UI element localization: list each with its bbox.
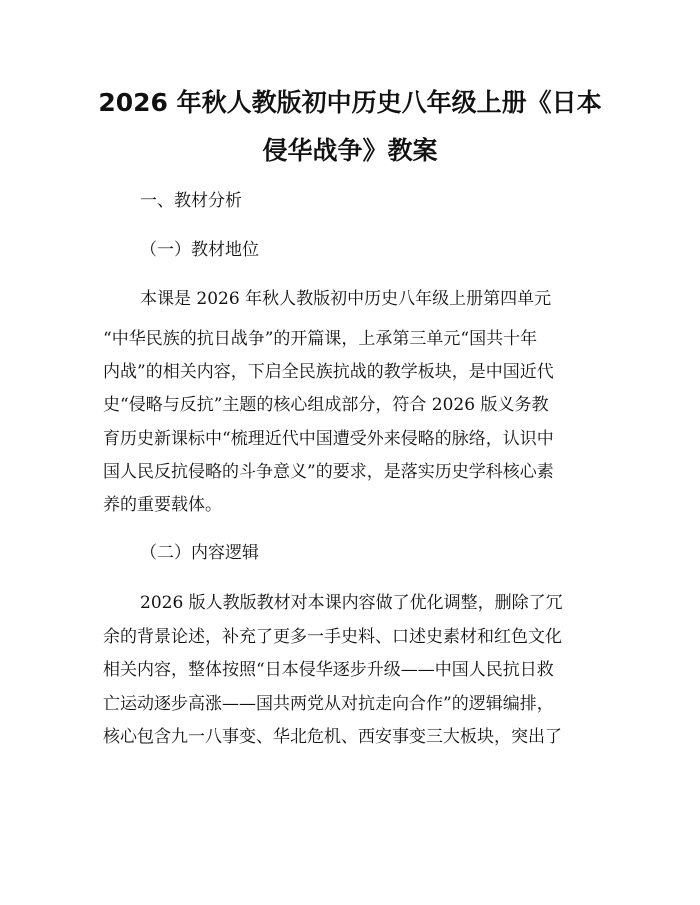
paragraph-line: 相关内容，整体按照“日本侵华逐步升级——中国人民抗日救	[103, 660, 554, 680]
paragraph-line: 亡运动逐步高涨——国共两党从对抗走向合作”的逻辑编排，	[103, 694, 554, 714]
paragraph-line: 核心包含九一八事变、华北危机、西安事变三大板块，突出了	[103, 727, 562, 747]
section-heading-teaching-material-analysis: 一、教材分析	[140, 191, 242, 211]
paragraph-line: 史“侵略与反抗”主题的核心组成部分，符合 2026 版义务教	[103, 395, 549, 415]
paragraph-content-logic	[103, 593, 603, 793]
paragraph-material-position	[103, 289, 603, 529]
paragraph-line: 2026 版人教版教材对本课内容做了优化调整，删除了冗	[140, 593, 563, 613]
document-title-line-1: 2026 年秋人教版初中历史八年级上册《日本	[98, 88, 602, 117]
paragraph-line: “中华民族的抗日战争”的开篇课，上承第三单元“国共十年	[103, 329, 538, 349]
document-title-line-2: 侵华战争》教案	[262, 136, 438, 165]
paragraph-line: 育历史新课标中“梳理近代中国遭受外来侵略的脉络，认识中	[103, 429, 554, 449]
paragraph-line: 国人民反抗侵略的斗争意义”的要求，是落实历史学科核心素	[103, 462, 554, 482]
paragraph-line: 内战”的相关内容，下启全民族抗战的教学板块，是中国近代	[103, 362, 554, 382]
paragraph-line: 余的背景论述，补充了更多一手史料、口述史素材和红色文化	[103, 627, 562, 647]
paragraph-line: 本课是 2026 年秋人教版初中历史八年级上册第四单元	[140, 289, 552, 309]
subsection-heading-content-logic: （二）内容逻辑	[140, 543, 259, 563]
paragraph-line: 养的重要载体。	[103, 495, 222, 515]
subsection-heading-material-position: （一）教材地位	[140, 240, 259, 260]
